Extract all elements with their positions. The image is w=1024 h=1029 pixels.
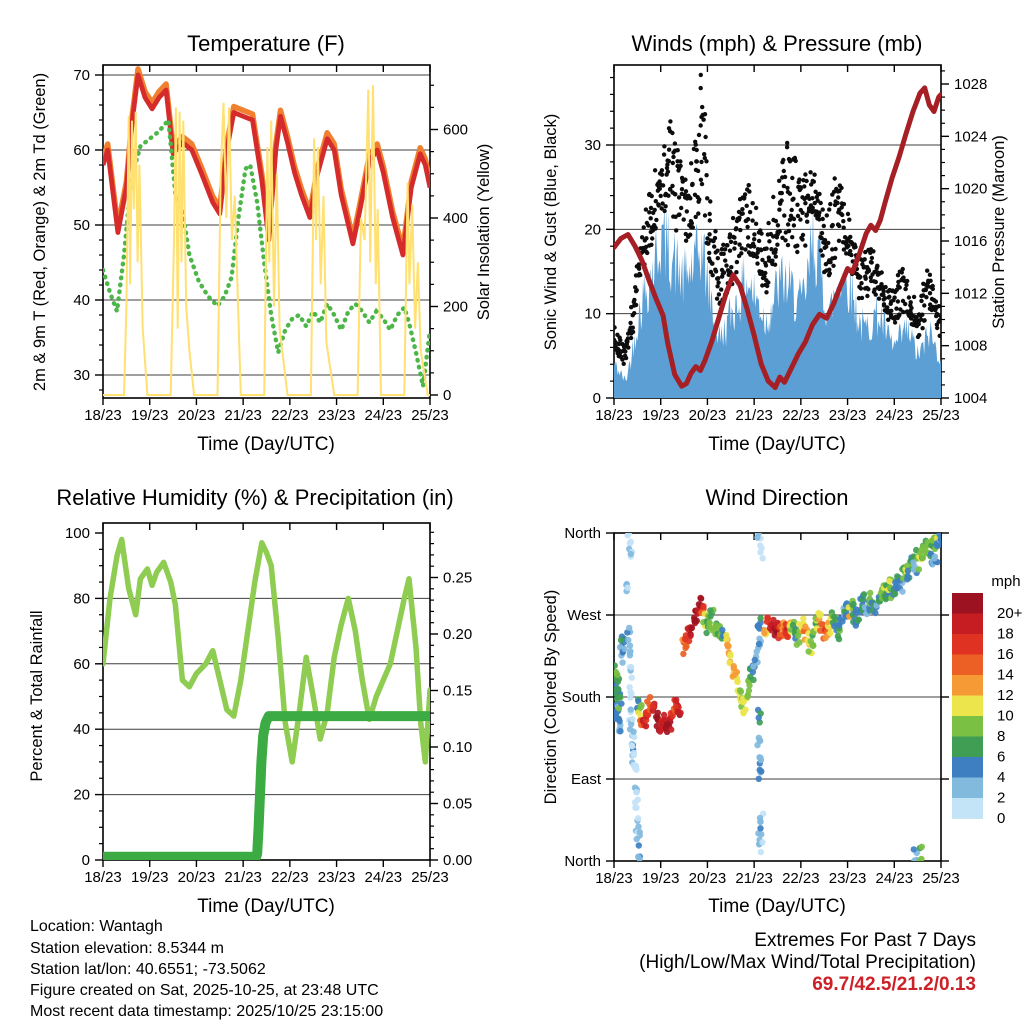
svg-text:22/23: 22/23 (271, 869, 309, 886)
svg-text:600: 600 (443, 121, 469, 139)
extremes-title: Extremes For Past 7 Days (754, 930, 976, 951)
colorbar-cell-8 (952, 716, 983, 737)
svg-text:25/23: 25/23 (922, 870, 960, 887)
svg-text:23/23: 23/23 (317, 407, 356, 424)
svg-text:0: 0 (443, 387, 452, 404)
svg-text:1016: 1016 (954, 233, 988, 251)
humidity-precip-title: Relative Humidity (%) & Precipitation (in) (56, 485, 454, 510)
svg-text:400: 400 (443, 210, 469, 227)
temperature-title: Temperature (F) (187, 31, 345, 56)
svg-text:25/23: 25/23 (411, 407, 449, 424)
svg-text:30: 30 (584, 137, 601, 155)
colorbar-cell-0 (952, 798, 983, 819)
colorbar-label-2: 2 (997, 789, 1006, 807)
humidity-left-axis-label: Percent & Total Rainfall (28, 610, 46, 782)
temperature-right-axis-label: Solar Insolation (Yellow) (475, 143, 493, 321)
svg-text:0.05: 0.05 (443, 795, 473, 813)
svg-text:10: 10 (584, 305, 601, 323)
winds-right-axis-label: Station Pressure (Maroon) (990, 135, 1008, 329)
svg-text:1020: 1020 (954, 180, 988, 198)
svg-text:0.10: 0.10 (443, 739, 473, 756)
colorbar-cell-2 (952, 778, 983, 799)
svg-text:North: North (564, 853, 601, 870)
svg-text:21/23: 21/23 (224, 869, 262, 886)
colorbar-label-4: 4 (997, 769, 1006, 786)
colorbar-label-10: 10 (997, 707, 1014, 725)
svg-text:1012: 1012 (954, 285, 988, 303)
svg-text:100: 100 (64, 525, 90, 542)
svg-text:20/23: 20/23 (688, 407, 727, 424)
footer-elevation: Station elevation: 8.5344 m (30, 940, 224, 957)
temperature-x-axis-label: Time (Day/UTC) (197, 434, 335, 455)
svg-text:1008: 1008 (954, 337, 988, 355)
colorbar-cell-12 (952, 675, 983, 696)
colorbar-label-0: 0 (997, 810, 1006, 827)
svg-text:18/23: 18/23 (84, 869, 122, 886)
svg-text:20: 20 (73, 786, 90, 804)
svg-text:West: West (567, 607, 601, 625)
svg-text:21/23: 21/23 (224, 407, 262, 424)
svg-text:23/23: 23/23 (828, 407, 867, 424)
svg-text:24/23: 24/23 (875, 407, 914, 424)
humidity-x-axis-label: Time (Day/UTC) (197, 896, 335, 917)
svg-text:20/23: 20/23 (688, 870, 727, 887)
svg-text:40: 40 (73, 721, 90, 739)
footer-created: Figure created on Sat, 2025-10-25, at 23:48 UTC (30, 982, 379, 999)
svg-text:25/23: 25/23 (411, 869, 449, 886)
svg-text:60: 60 (73, 142, 90, 159)
svg-text:East: East (570, 771, 601, 789)
colorbar-label-12: 12 (997, 687, 1014, 704)
svg-text:24/23: 24/23 (875, 870, 914, 887)
svg-text:23/23: 23/23 (317, 869, 356, 886)
svg-text:0.25: 0.25 (443, 569, 473, 587)
svg-text:20: 20 (584, 221, 601, 239)
svg-text:1028: 1028 (954, 76, 988, 94)
svg-text:0.00: 0.00 (443, 852, 473, 869)
svg-text:60: 60 (73, 655, 90, 673)
extremes-subtitle: (High/Low/Max Wind/Total Precipitation) (639, 952, 976, 973)
colorbar-cell-6 (952, 737, 983, 758)
wind-direction-left-axis-label: Direction (Colored By Speed) (542, 589, 560, 805)
svg-text:30: 30 (73, 367, 90, 384)
winds-x-axis-label: Time (Day/UTC) (708, 434, 846, 455)
svg-text:18/23: 18/23 (84, 407, 122, 424)
colorbar-label-16: 16 (997, 646, 1014, 663)
svg-text:20/23: 20/23 (177, 869, 216, 886)
svg-text:23/23: 23/23 (828, 870, 867, 887)
wind-direction-title: Wind Direction (705, 485, 849, 510)
svg-text:22/23: 22/23 (271, 407, 309, 424)
svg-text:22/23: 22/23 (782, 870, 820, 887)
footer-latlon: Station lat/lon: 40.6551; -73.5062 (30, 961, 266, 978)
svg-text:18/23: 18/23 (595, 870, 633, 887)
colorbar-title: mph (991, 573, 1021, 590)
colorbar-label-20+: 20+ (997, 605, 1023, 622)
svg-text:25/23: 25/23 (922, 407, 960, 424)
colorbar-cell-4 (952, 757, 983, 778)
svg-text:20/23: 20/23 (177, 407, 216, 424)
colorbar-label-14: 14 (997, 666, 1014, 684)
svg-text:0: 0 (592, 390, 601, 407)
svg-text:19/23: 19/23 (130, 869, 169, 886)
svg-text:22/23: 22/23 (782, 407, 820, 424)
winds-left-axis-label: Sonic Wind & Gust (Blue, Black) (542, 113, 560, 351)
colorbar-cell-20+ (952, 593, 983, 614)
footer-location: Location: Wantagh (30, 918, 163, 935)
svg-text:21/23: 21/23 (735, 870, 773, 887)
svg-text:1004: 1004 (954, 390, 988, 407)
colorbar-label-8: 8 (997, 728, 1006, 745)
svg-text:19/23: 19/23 (641, 870, 680, 887)
wind-direction-x-axis-label: Time (Day/UTC) (708, 896, 846, 917)
svg-text:40: 40 (73, 292, 90, 309)
extremes-value: 69.7/42.5/21.2/0.13 (812, 974, 976, 995)
svg-text:24/23: 24/23 (364, 407, 403, 424)
svg-text:19/23: 19/23 (130, 407, 169, 424)
colorbar-label-18: 18 (997, 625, 1014, 643)
svg-text:1024: 1024 (954, 128, 988, 146)
svg-text:0.15: 0.15 (443, 682, 473, 700)
svg-text:70: 70 (73, 67, 90, 84)
svg-text:0: 0 (81, 852, 90, 869)
colorbar-cell-14 (952, 655, 983, 676)
svg-text:0.20: 0.20 (443, 626, 473, 643)
svg-text:18/23: 18/23 (595, 407, 633, 424)
temperature-left-axis-label: 2m & 9m T (Red, Orange) & 2m Td (Green) (31, 72, 49, 392)
colorbar-cell-10 (952, 696, 983, 717)
footer-timestamp: Most recent data timestamp: 2025/10/25 23:15:00 (30, 1003, 384, 1020)
svg-text:200: 200 (443, 298, 469, 316)
svg-text:80: 80 (73, 590, 90, 608)
winds-pressure-title: Winds (mph) & Pressure (mb) (631, 31, 923, 56)
svg-text:24/23: 24/23 (364, 869, 403, 886)
svg-text:21/23: 21/23 (735, 407, 773, 424)
svg-text:North: North (564, 525, 601, 543)
svg-text:50: 50 (73, 217, 90, 234)
colorbar-cell-18 (952, 614, 983, 635)
colorbar-cell-16 (952, 634, 983, 655)
svg-text:19/23: 19/23 (641, 407, 680, 424)
colorbar-label-6: 6 (997, 748, 1006, 766)
svg-text:South: South (561, 689, 601, 707)
